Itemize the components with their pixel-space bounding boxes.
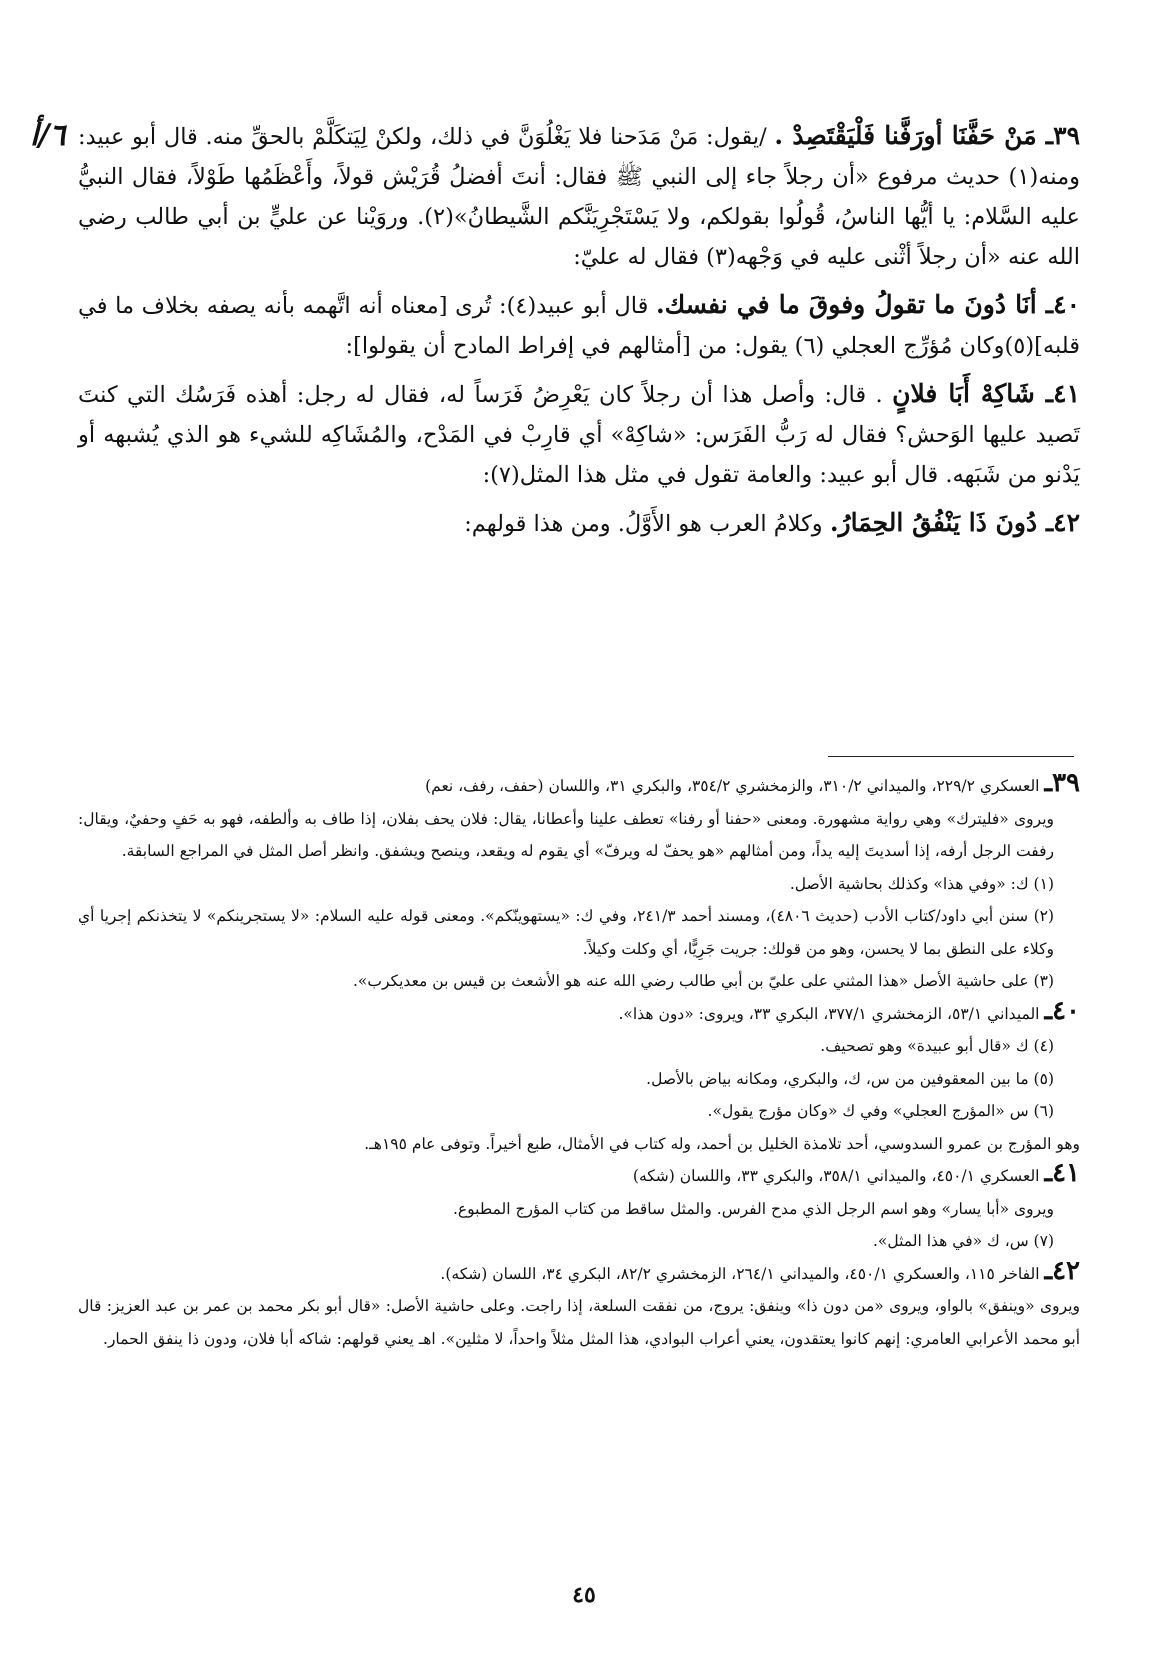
- footnote-text: (١) ك: «وفي هذا» وكذلك بحاشية الأصل.: [789, 874, 1054, 893]
- footnote: [78, 1290, 1080, 1355]
- page-number: ٤٥: [572, 1582, 596, 1608]
- footnote: [78, 1063, 1080, 1096]
- footnote: [78, 770, 1080, 803]
- proverb-paragraph: [78, 285, 1080, 366]
- proverb-heading: ٤٠ـ أنَا دُونَ ما تقولُ وفوقَ ما في نفسك.: [655, 290, 1080, 319]
- footnote: [78, 1030, 1080, 1063]
- footnotes: [78, 770, 1080, 1355]
- proverb-commentary: /يقول: مَنْ مَدَحنا فلا يَغْلُوَنَّ في ذلك، ولكنْ لِيَتكَلَّمْ بالحقِّ منه. قال أبو عبيد: ومنه(١) حديث مرفوع «أن رجلاً جاء إلى النبي ﷺ فقال: أنتَ أفضلُ قُرَيْش قولاً، وأَعْظَمُها طَوْلاً، فقال النبيُّ عليه السَّلام: يا أيُّها الناسُ، قُولُوا بقولكم، ولا يَسْتَجْرِيَنَّكم الشَّيطانُ»(٢). وروَيْنا عن عليٍّ بن أبي طالب رضي الله عنه «أن رجلاً أثْنى عليه في وَجْهه(٣) فقال له عليّ:: [78, 124, 1080, 270]
- footnote: [78, 1255, 1080, 1291]
- proverb-commentary: قال أبو عبيد(٤): تُرى [معناه أنه اتَّهمه بأنه يصفه بخلاف ما في قلبه](٥)وكان مُؤرِّج العجلي (٦) يقول: من [أمثالهم في إفراط المادح أن يقولوا]:: [78, 293, 1080, 359]
- footnote: [78, 1225, 1080, 1258]
- footnote-text: (٧) س، ك «في هذا المثل».: [872, 1232, 1054, 1250]
- footnote-text: الميداني ٥٣/١، الزمخشري ٣٧٧/١، البكري ٣٣، ويروى: «دون هذا».: [618, 1004, 1040, 1023]
- footnote-text: وهو المؤرج بن عمرو السدوسي، أحد تلامذة الخليل بن أحمد، وله كتاب في الأمثال، طبع أخيراً. وتوفى عام ١٩٥هـ.: [364, 1134, 1080, 1153]
- proverb-heading: ٤١ـ شَاكِهْ أَبَا فلانٍ: [892, 379, 1080, 408]
- footnote: [78, 1095, 1080, 1128]
- proverb-heading: ٣٩ـ مَنْ حَفَّنَا أورَفَّنا فَلْيَقْتَصِدْ .: [774, 121, 1080, 150]
- main-text: [78, 116, 1080, 552]
- proverb-commentary: وكلامُ العرب هو الأَوَّلُ. ومن هذا قولهم:: [464, 511, 830, 537]
- footnote-text: (٤) ك «قال أبو عبيدة» وهو تصحيف.: [820, 1037, 1054, 1055]
- footnote: [78, 1193, 1080, 1226]
- proverb-paragraph: [78, 116, 1080, 277]
- footnote-text: (٦) س «المؤرج العجلي» وفي ك «وكان مؤرج يقول».: [707, 1102, 1054, 1120]
- footnote-text: الفاخر ١١٥، والعسكري ٤٥٠/١، والميداني ٢٦٤/١، الزمخشري ٨٢/٢، البكري ٣٤، اللسان (شكه).: [440, 1264, 1040, 1283]
- proverb-paragraph: [78, 503, 1080, 544]
- footnote-text: ويروى «وينفق» بالواو، ويروى «من دون ذا» وينفق: يروج، من نفقت السلعة، إذا راجت. وعلى حاشية الأصل: «قال أبو بكر محمد بن عمر بن عبد العزيز: قال أبو محمد الأعرابي العامري: إنهم كانوا يعتقدون، يعني أعراب البوادي، هذا المثل مثلاً واحداً، لا مثلين». اهـ يعني قولهم: شاكه أبا فلان، ودون ذا ينفق الحمار.: [78, 1297, 1080, 1348]
- footnote-entry-number: ٣٩ـ: [1044, 768, 1080, 798]
- footnote-text: ويروى «أبا يسار» وهو اسم الرجل الذي مدح الفرس. والمثل ساقط من كتاب المؤرج المطبوع.: [452, 1199, 1054, 1218]
- footnote: [78, 900, 1080, 965]
- footnote-entry-number: ٤٠ـ: [1044, 995, 1080, 1026]
- footnote: [78, 1160, 1080, 1193]
- footnote-text: العسكري ٤٥٠/١، والميداني ٣٥٨/١، والبكري ٣٣، واللسان (شكه): [632, 1167, 1040, 1185]
- proverb-paragraph: [78, 374, 1080, 495]
- footnote: [78, 803, 1080, 868]
- footnote-entry-number: ٤٢ـ: [1044, 1255, 1080, 1286]
- footnote-entry-number: ٤١ـ: [1044, 1158, 1080, 1188]
- proverb-commentary: . قال: وأصل هذا أن رجلاً كان يَعْرِضُ فَرَساً له، فقال له رجل: أهذه فَرَسُك التي كنتَ تَصيد عليها الوَحش؟ فقال له رَبُّ الفَرَس: «شاكِهْ» أي قارِبْ في المَدْح، والمُشَاكِه للشيء هو الذي يُشبهه أو يَدْنو من شَبَهه. قال أبو عبيد: والعامة تقول في مثل هذا المثل(٧):: [78, 382, 1080, 488]
- manuscript-folio-marker: ٦/أ: [30, 118, 66, 153]
- proverb-heading: ٤٢ـ دُونَ ذَا يَنْفُقُ الحِمَارُ.: [829, 508, 1080, 537]
- footnote-text: (٢) سنن أبي داود/كتاب الأدب (حديث ٤٨٠٦)، ومسند أحمد ٢٤١/٣، وفي ك: «يستهوينّكم». ومعنى قوله عليه السلام: «لا يستجرينكم» لا يتخذنكم إجريا أي وكلاء على النطق بما لا يحسن، وهو من قولك: جريت جَرِيًّا، أي وكلت وكيلاً.: [78, 907, 1055, 958]
- footnote: [78, 868, 1080, 901]
- footnote-text: (٣) على حاشية الأصل «هذا المثني على عليّ بن أبي طالب رضي الله عنه هو الأشعث بن قيس بن معديكرب».: [353, 972, 1054, 990]
- footnote: [78, 1128, 1080, 1161]
- footnote: [78, 965, 1080, 998]
- footnote-text: (٥) ما بين المعقوفين من س، ك، والبكري، ومكانه بياض بالأصل.: [646, 1069, 1054, 1088]
- footnote: [78, 995, 1080, 1031]
- footnote-text: العسكري ٢٢٩/٢، والميداني ٣١٠/٢، والزمخشري ٣٥٤/٢، والبكري ٣١، واللسان (حفف، رفف، نعم): [425, 777, 1040, 795]
- footnote-text: ويروى «فليترك» وهي رواية مشهورة. ومعنى «حفنا أو رفنا» تعطف علينا وأعطانا، يقال: فلان يحف بفلان، إذا طاف به وألطفه، فهو به حَفٍ وحفيٌ، ويقال: رففت الرجل أرفه، إذا أسديتَ إليه يداً، ومن أمثالهم «هو يحفّ له ويرفّ» أي يقوم له ويقعد، وينصح ويشفق. وانظر أصل المثل في المراجع السابقة.: [78, 809, 1054, 860]
- footnote-separator: [828, 756, 1074, 757]
